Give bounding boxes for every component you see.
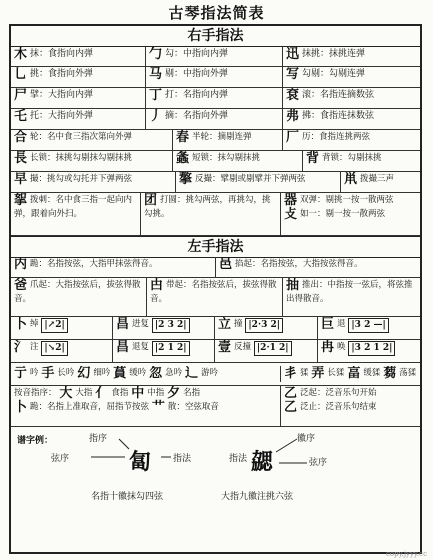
lh-text: 细吟 [93, 368, 111, 378]
rh-row-1 [11, 47, 420, 67]
rh-cell [146, 88, 283, 108]
lh-notation: |↘2| [41, 341, 67, 356]
rh-symbol: 螽 [176, 151, 190, 166]
lh-text: 撞 [234, 319, 243, 329]
rh-text: 滚：名指连摘数弦 [302, 90, 375, 100]
lh-text: 进复 [132, 319, 150, 329]
example-left-top: 指序 [89, 434, 108, 444]
example-right-top: 徽序 [297, 434, 316, 444]
rh-cell [146, 67, 283, 87]
lh-symbol: 畗 [347, 366, 361, 381]
rh-text: 拨刺：名中食三指一起向内弹，跟着向外扫。 [14, 195, 133, 219]
lh-symbol: 蒷 [113, 366, 127, 381]
rh-symbol: 丁 [149, 88, 163, 103]
lh-cell [283, 278, 420, 316]
watermark: copy.jyyy.cc [385, 550, 427, 558]
rh-text: 如一：剔一按一散两弦 [300, 209, 386, 219]
example-section [11, 427, 420, 552]
rh-symbol: 马 [149, 67, 163, 82]
rh-cell [176, 172, 341, 192]
lh-text: 荡猱 [399, 368, 417, 378]
page-title: 古琴指法简表 [168, 4, 265, 22]
rh-text: 剔：中指向外弹 [165, 69, 229, 79]
rh-cell [11, 172, 176, 192]
example-left-left: 弦序 [51, 454, 70, 464]
lh-cell [11, 386, 281, 426]
lh-symbol: 壹 [218, 340, 232, 355]
lh-row-3 [11, 317, 420, 340]
rh-symbol: 摮 [179, 172, 193, 187]
rh-cell [11, 151, 173, 171]
rh-text: 背锁：勾剔抹挑 [322, 153, 382, 163]
example-left-char: 匐 [129, 449, 152, 475]
lh-cell [11, 340, 113, 362]
rh-symbol: 丿 [149, 109, 163, 124]
rh-cell [283, 47, 420, 66]
rh-text: 双弹：剔挑一按一散两弦 [300, 195, 394, 205]
rh-row-3 [11, 88, 420, 109]
lh-symbol: 昌 [116, 340, 130, 355]
lh-symbol: 昌 [116, 317, 130, 332]
rh-text: 勾剔：勾剔连弹 [302, 69, 366, 79]
lh-text: 长吟 [57, 368, 75, 378]
lh-symbol: 巨 [321, 317, 335, 332]
lh-text: 爪起：大指按弦后，拔弦得散音。 [14, 280, 141, 304]
lh-text: 大指 [75, 388, 93, 398]
lh-symbol: 抽 [286, 278, 300, 293]
lh-text: 吟 [30, 368, 39, 378]
rh-text: 反撮：擘剔或剔擘并下弹两弦 [195, 174, 306, 184]
lh-symbol: 氵 [14, 340, 28, 355]
example-connectors [11, 427, 424, 487]
rh-cell [173, 130, 283, 150]
rh-cell [11, 130, 173, 150]
lh-symbol: 手 [41, 366, 55, 381]
lh-text: 跪：名指上准取音，屈指节按弦 [30, 402, 150, 412]
rh-symbol: 乇 [14, 109, 28, 124]
lh-symbol: 卜 [14, 317, 28, 332]
lh-text: 中指 [147, 388, 165, 398]
rh-symbol: 鼡 [344, 172, 358, 187]
rh-symbol: 团 [144, 193, 158, 208]
lh-text: 反撞 [234, 342, 252, 352]
rh-cell [283, 130, 420, 150]
rh-cell [11, 193, 141, 235]
rh-row-4 [11, 109, 420, 130]
rh-text: 拨撮三声 [360, 174, 395, 184]
rh-text: 抹挑：抹挑连弹 [302, 49, 366, 59]
lh-cell [11, 317, 113, 339]
lh-text: 注 [30, 342, 39, 352]
lh-symbol: 幻 [77, 366, 91, 381]
rh-cell [341, 172, 420, 192]
rh-text: 拂：食指连抹数弦 [302, 111, 375, 121]
lh-symbol: 蒭 [383, 366, 397, 381]
rh-text: 轮：名中食三指次第向外弹 [30, 132, 133, 142]
lh-text: 泛止：泛音乐句结束 [300, 402, 377, 412]
lh-text: 游吟 [201, 368, 219, 378]
rh-symbol: 袞 [286, 88, 300, 103]
lh-cell [281, 386, 420, 426]
lh-text: 猱 [300, 368, 309, 378]
lh-text: 退复 [132, 342, 150, 352]
rh-symbol: 挐 [14, 193, 28, 208]
rh-cell [173, 151, 303, 171]
lh-text: 绰 [30, 319, 39, 329]
lh-cell [318, 317, 420, 339]
rh-row-5 [11, 130, 420, 151]
lh-symbol: 冉 [321, 340, 335, 355]
lh-text: 散：空弦取音 [167, 402, 219, 412]
lh-row-6 [11, 386, 420, 427]
lh-symbol: 邑 [219, 257, 233, 272]
lh-symbol: 丯 [284, 366, 298, 381]
rh-text: 历：食指连挑两弦 [302, 132, 371, 142]
rh-cell [141, 193, 281, 235]
lh-symbol: 甴 [150, 278, 164, 293]
lh-text: 跪：名指按弦，大指甲抹弦得音。 [30, 259, 158, 269]
lh-cell [113, 340, 215, 362]
lh-symbol: 忽 [149, 366, 163, 381]
lh-symbol: 辶 [185, 366, 199, 381]
lh-notation: |3 2 1 2| [348, 341, 395, 356]
rh-symbol: 長 [14, 151, 28, 166]
lh-symbol: 大 [59, 386, 73, 401]
lh-symbol: 夕 [167, 386, 181, 401]
lh-cell [113, 317, 215, 339]
right-hand-heading: 右手指法 [11, 26, 420, 47]
left-hand-heading: 左手指法 [11, 236, 420, 258]
lh-row-1 [11, 257, 420, 278]
rh-symbol: 早 [14, 172, 28, 187]
example-right-bottom: 大指九徽注挑六弦 [221, 492, 294, 502]
rh-symbol: 乚 [14, 67, 28, 82]
lh-text: 唤 [337, 342, 346, 352]
lh-cell [147, 278, 283, 316]
rh-cell [11, 47, 146, 66]
rh-cell [11, 67, 146, 87]
rh-symbol: 木 [14, 47, 28, 62]
rh-cell [11, 109, 146, 129]
example-label: 谱字例： [17, 436, 54, 446]
rh-row-6 [11, 151, 420, 172]
rh-cell [281, 193, 420, 235]
rh-text: 打：名指向内弹 [165, 90, 229, 100]
rh-text: 挑：食指向外弹 [30, 69, 94, 79]
lh-cell [215, 340, 318, 362]
rh-symbol: 尸 [14, 88, 28, 103]
lh-text: 退 [337, 319, 346, 329]
rh-symbol: 背 [306, 151, 320, 166]
rh-cell [283, 67, 420, 87]
rh-symbol: 厂 [286, 130, 300, 145]
lh-symbol: 亻 [95, 386, 109, 401]
rh-text: 短锁：抹勾剔抹挑 [192, 153, 261, 163]
rh-symbol: 写 [286, 67, 300, 82]
lh-cell [11, 257, 216, 277]
lh-text: 缓吟 [129, 368, 147, 378]
example-left-bottom: 名指十徽抹勾四弦 [91, 492, 164, 502]
lh-cell [216, 257, 420, 277]
rh-row-8 [11, 193, 420, 236]
example-mid-right: 指法 [229, 454, 248, 464]
rh-text: 擘：大指向内弹 [30, 90, 94, 100]
lh-text: 急吟 [165, 368, 183, 378]
lh-symbol: 爸 [14, 278, 28, 293]
rh-symbol: 合 [14, 130, 28, 145]
rh-cell [11, 88, 146, 108]
rh-text: 半轮：摘剔连弹 [192, 132, 252, 142]
table-frame [9, 24, 422, 554]
rh-row-2 [11, 67, 420, 88]
example-right-right: 弦序 [309, 458, 328, 468]
rh-symbol: 迅 [286, 47, 300, 62]
lh-symbol: 艹 [151, 400, 165, 415]
rh-row-7 [11, 172, 420, 193]
lh-cell-nao [281, 366, 420, 382]
lh-symbol: 内 [14, 257, 28, 272]
lh-text: 食指 [111, 388, 129, 398]
rh-cell [146, 47, 283, 66]
lh-text: 按音指序： [14, 388, 57, 398]
rh-cell [283, 88, 420, 108]
lh-row-2 [11, 278, 420, 317]
rh-cell [283, 109, 420, 129]
example-mid-left: 指法 [173, 454, 192, 464]
rh-symbol: 春 [176, 130, 190, 145]
lh-symbol: 乙 [284, 400, 298, 415]
lh-symbol: 卜 [14, 400, 28, 415]
lh-row-4 [11, 340, 420, 363]
example-right-char: 勰 [251, 449, 274, 475]
lh-cell [11, 278, 147, 316]
lh-symbol: 弄 [311, 366, 325, 381]
lh-row-5 [11, 363, 420, 386]
lh-cell [215, 317, 318, 339]
lh-text: 带起：名指按弦后，拔弦得散音。 [150, 280, 277, 304]
rh-text: 抹：食指向内弹 [30, 49, 94, 59]
lh-text: 推出：中指按一弦后，将弦推出得散音。 [286, 280, 413, 304]
lh-notation: |↗2| [41, 318, 67, 333]
rh-symbol: 器 [284, 193, 298, 208]
lh-notation: |2 3 2| [152, 318, 190, 333]
lh-symbol: 亍 [14, 366, 28, 381]
rh-symbol: 攴 [284, 207, 298, 222]
lh-text: 掐起：名指按弦，大指按弦得音。 [235, 259, 363, 269]
lh-text: 泛起：泛音乐句开始 [300, 388, 377, 398]
rh-text: 勾：中指向内弹 [165, 49, 229, 59]
rh-symbol: 弗 [286, 109, 300, 124]
lh-text: 长猱 [327, 368, 345, 378]
lh-cell [318, 340, 420, 362]
rh-cell [146, 109, 283, 129]
lh-notation: |2 1 2| [152, 341, 190, 356]
rh-text: 摘：名指向外弹 [165, 111, 229, 121]
rh-text: 撮：挑勾或勾托并下弹两弦 [30, 174, 133, 184]
lh-notation: |2·3 2| [245, 318, 283, 333]
lh-symbol: 中 [131, 386, 145, 401]
rh-text: 托：大指向外弹 [30, 111, 94, 121]
lh-text: 缓猱 [363, 368, 381, 378]
rh-text: 长锁：抹挑勾剔抹勾剔抹挑 [30, 153, 133, 163]
lh-notation: |2·1 2| [254, 341, 292, 356]
rh-symbol: 勹 [149, 47, 163, 62]
lh-symbol: 乙 [284, 386, 298, 401]
rh-text: 打圆：挑勾两弦，再挑勾，挑勾挑。 [144, 195, 271, 219]
rh-cell [303, 151, 420, 171]
lh-symbol: 立 [218, 317, 232, 332]
lh-cell-yin [11, 366, 281, 382]
lh-text: 名指 [183, 388, 201, 398]
lh-notation: |3 2 —| [348, 318, 388, 333]
